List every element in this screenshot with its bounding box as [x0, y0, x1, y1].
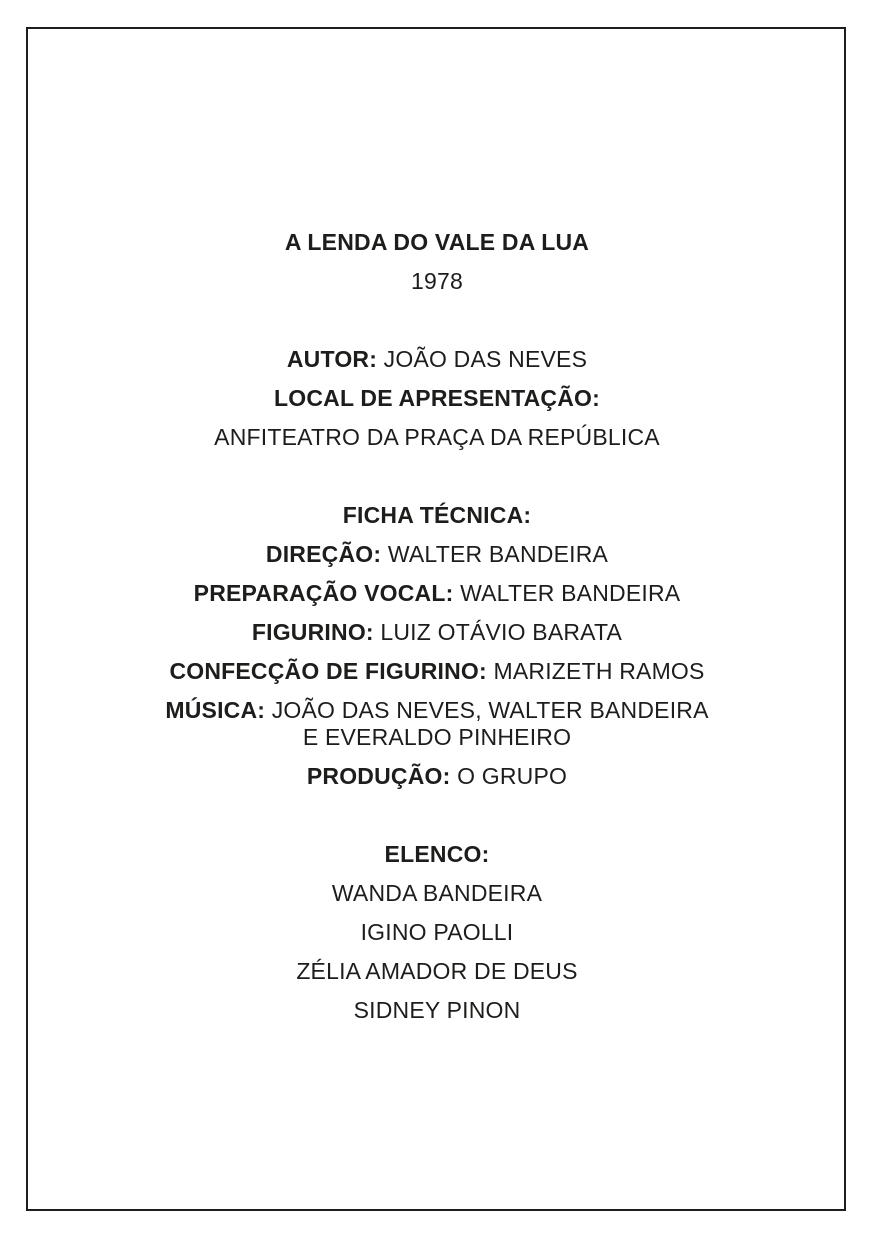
producao-label: PRODUÇÃO: [306, 763, 451, 789]
musica-line [26, 697, 848, 724]
figurino-line [26, 613, 848, 652]
spacer [26, 796, 848, 835]
musica-block [26, 691, 848, 757]
spacer [26, 301, 848, 340]
play-title: A LENDA DO VALE DA LUA [284, 229, 590, 255]
musica-value-line2: E EVERALDO PINHEIRO [302, 724, 572, 750]
spacer [26, 457, 848, 496]
musica-value-line1: JOÃO DAS NEVES, WALTER BANDEIRA [265, 697, 709, 723]
preparacao-line [26, 574, 848, 613]
musica-label: MÚSICA: [165, 697, 266, 723]
author-label: AUTOR: [286, 346, 378, 372]
author-line [26, 340, 848, 379]
author-value: JOÃO DAS NEVES [377, 346, 588, 372]
cast-member: WANDA BANDEIRA [331, 880, 543, 906]
direcao-line [26, 535, 848, 574]
local-label: LOCAL DE APRESENTAÇÃO: [274, 385, 600, 411]
play-year: 1978 [411, 268, 463, 294]
cast-member: SIDNEY PINON [353, 997, 521, 1023]
preparacao-label: PREPARAÇÃO VOCAL: [193, 580, 454, 606]
direcao-label: DIREÇÃO: [265, 541, 382, 567]
credits-content [26, 223, 848, 1030]
figurino-value: LUIZ OTÁVIO BARATA [373, 619, 623, 645]
ficha-heading: FICHA TÉCNICA: [342, 502, 532, 528]
cast-member: IGINO PAOLLI [360, 919, 514, 945]
preparacao-value: WALTER BANDEIRA [453, 580, 681, 606]
cast-member: ZÉLIA AMADOR DE DEUS [296, 958, 578, 984]
confeccao-value: MARIZETH RAMOS [486, 658, 705, 684]
elenco-heading: ELENCO: [384, 841, 490, 867]
direcao-value: WALTER BANDEIRA [381, 541, 609, 567]
confeccao-label: CONFECÇÃO DE FIGURINO: [169, 658, 487, 684]
producao-line [26, 757, 848, 796]
confeccao-line [26, 652, 848, 691]
local-value: ANFITEATRO DA PRAÇA DA REPÚBLICA [214, 424, 660, 450]
producao-value: O GRUPO [450, 763, 568, 789]
figurino-label: FIGURINO: [251, 619, 374, 645]
